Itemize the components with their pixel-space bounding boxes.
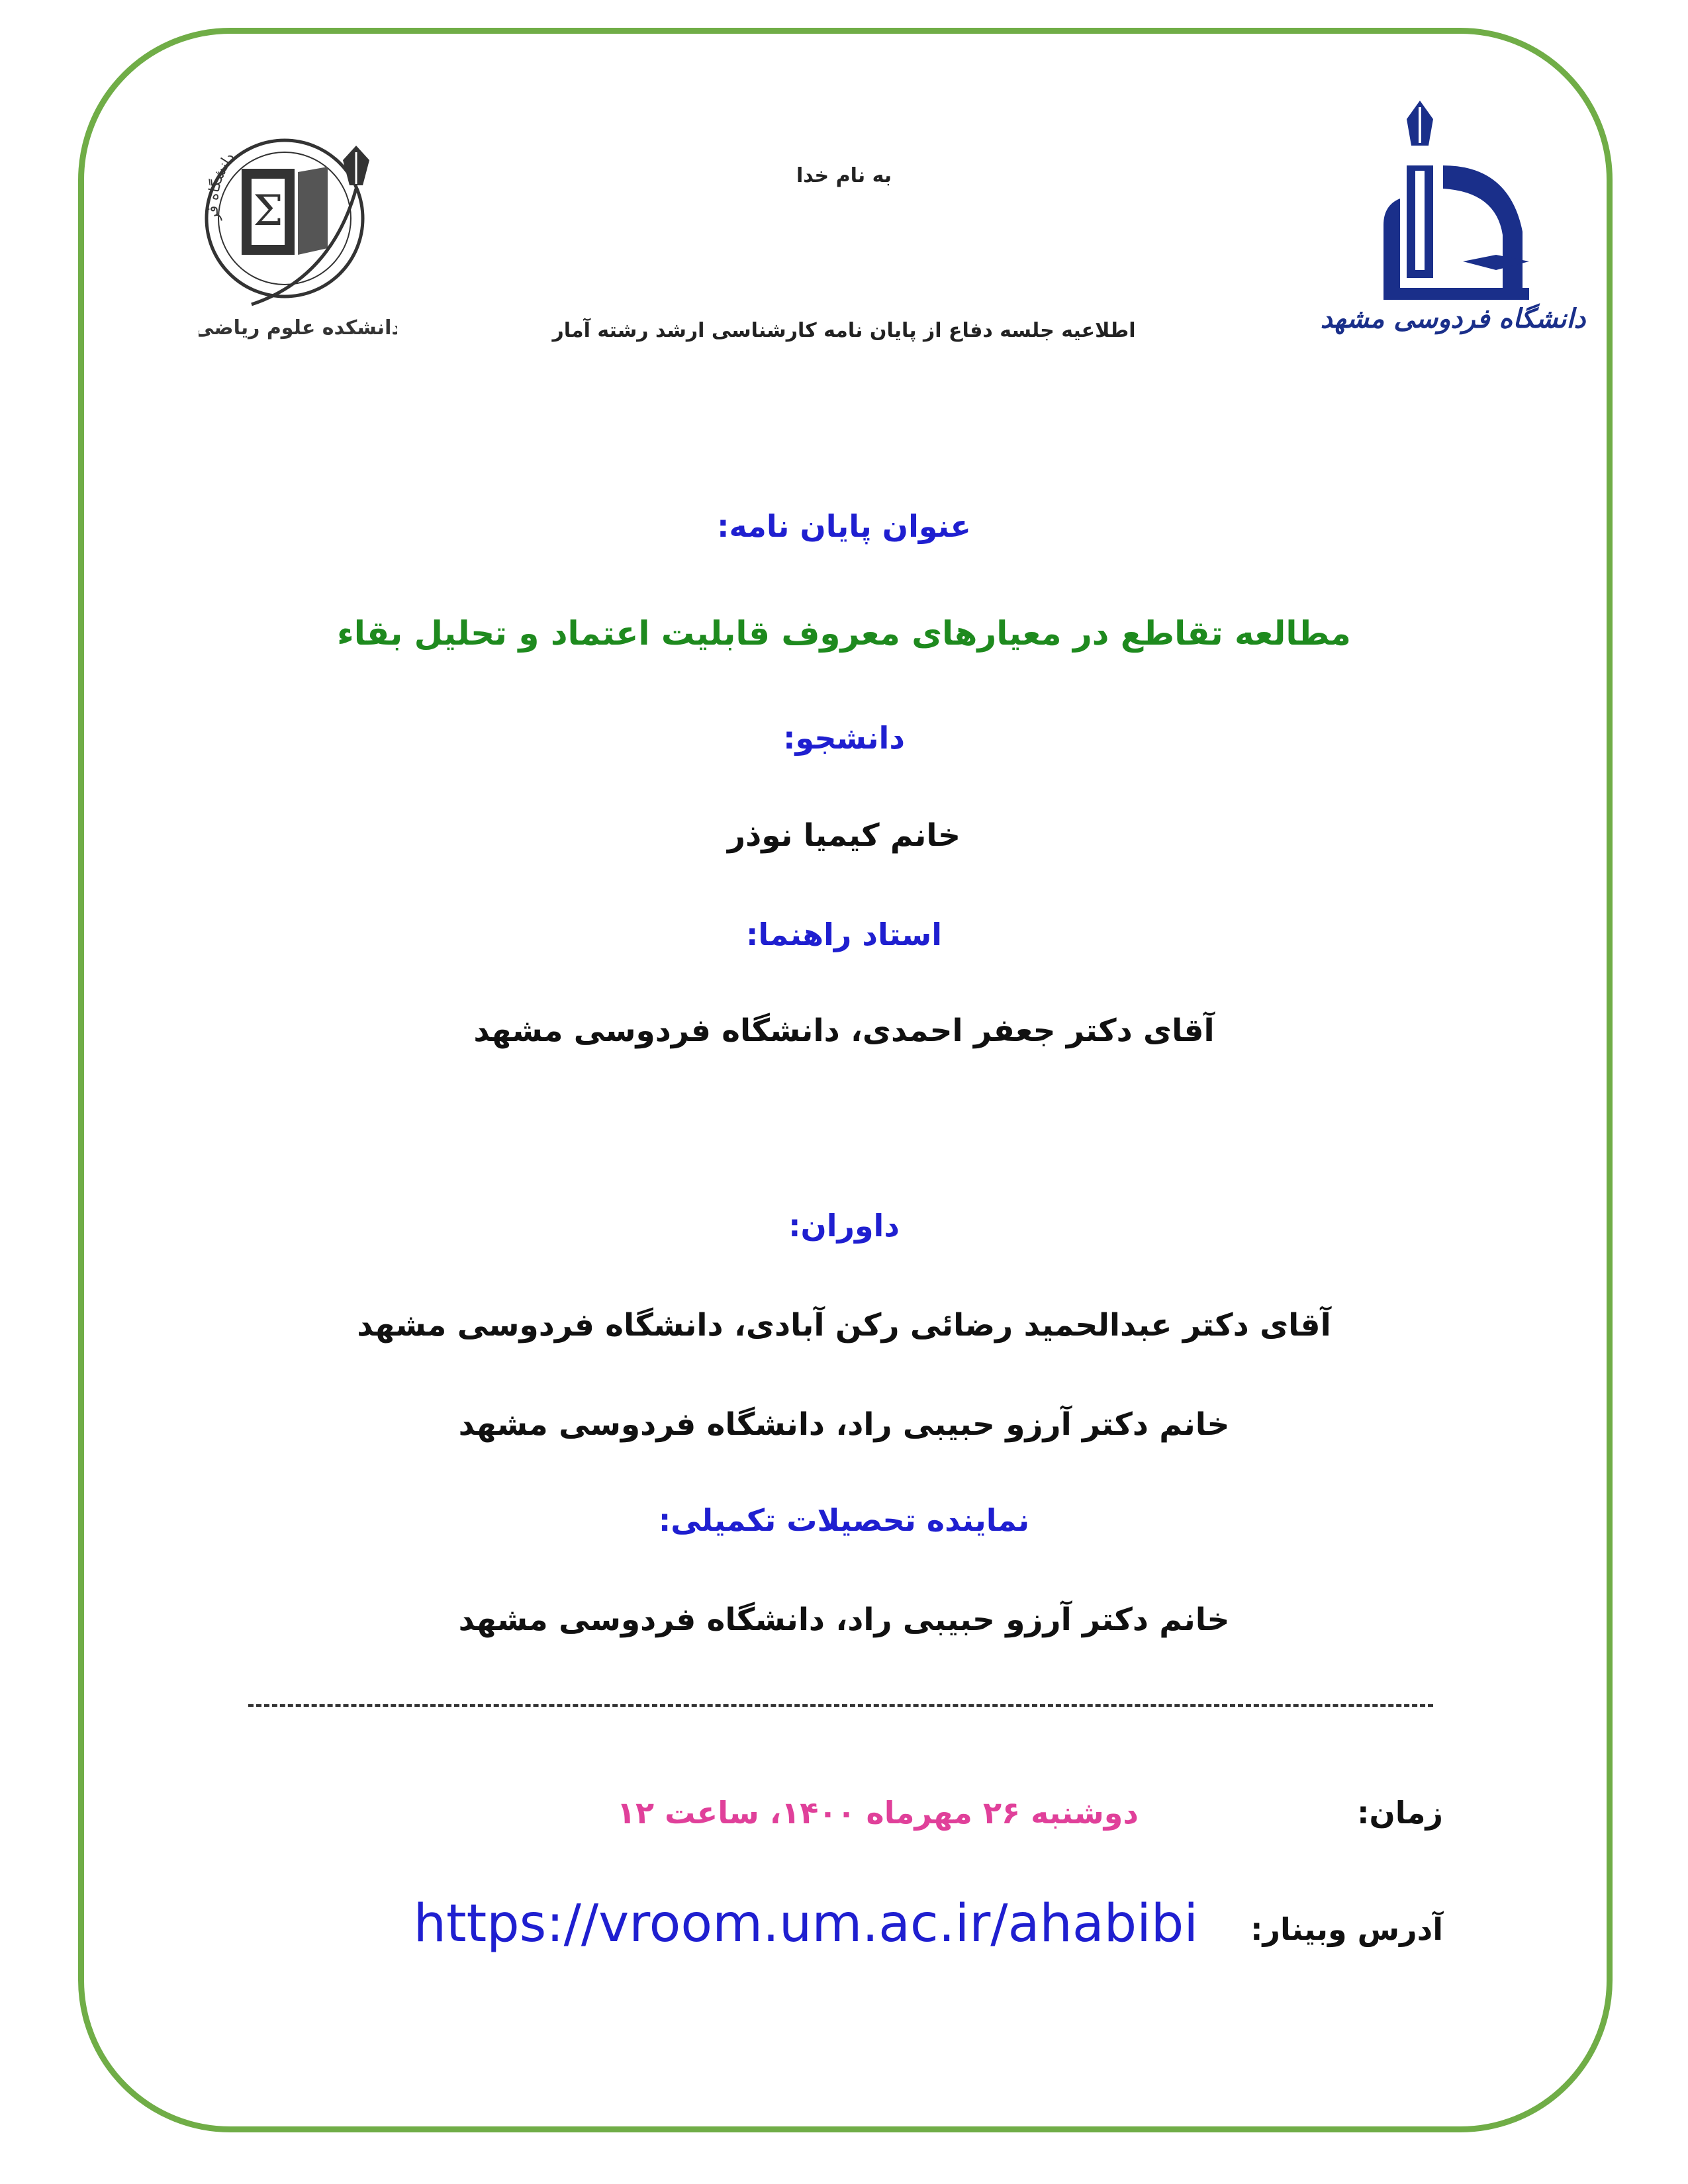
referees-label: داوران: [788, 1208, 900, 1244]
separator-line [248, 1704, 1433, 1707]
representative-label: نماینده تحصیلات تکمیلی: [658, 1502, 1030, 1538]
university-caption: دانشگاه فردوسی مشهد [1320, 304, 1586, 334]
supervisor-label: استاد راهنما: [745, 917, 943, 952]
announcement-title: اطلاعیه جلسه دفاع از پایان نامه کارشناسی ارشد رشته آمار [552, 319, 1136, 342]
basmala: به نام خدا [796, 164, 892, 187]
svg-text:Σ: Σ [253, 187, 283, 236]
thesis-title-label: عنوان پایان نامه: [717, 508, 971, 544]
student-label: دانشجو: [783, 720, 905, 756]
university-emblem-icon [1320, 93, 1586, 344]
time-label: زمان: [1357, 1795, 1443, 1831]
referee-1: آقای دکتر عبدالحمید رضائی رکن آبادی، دانشگاه فردوسی مشهد [357, 1307, 1331, 1343]
webinar-link[interactable]: https://vroom.um.ac.ir/ahabibi [413, 1894, 1198, 1954]
thesis-title: مطالعه تقاطع در معیارهای معروف قابلیت اعتماد و تحلیل بقاء [337, 614, 1351, 653]
address-label: آدرس وبینار: [1250, 1911, 1443, 1947]
time-value: دوشنبه ۲۶ مهرماه ۱۴۰۰، ساعت ۱۲ [616, 1795, 1139, 1831]
university-logo [1320, 93, 1586, 344]
student-name: خانم کیمیا نوذر [727, 817, 961, 854]
referee-2: خانم دکتر آرزو حبیبی راد، دانشگاه فردوسی مشهد [458, 1406, 1230, 1443]
faculty-caption: دانشکده علوم ریاضی [199, 316, 397, 340]
representative-name: خانم دکتر آرزو حبیبی راد، دانشگاه فردوسی مشهد [458, 1602, 1230, 1638]
supervisor-name: آقای دکتر جعفر احمدی، دانشگاه فردوسی مشهد [473, 1013, 1215, 1049]
faculty-ring-text: دانشگاه فر [205, 149, 238, 222]
